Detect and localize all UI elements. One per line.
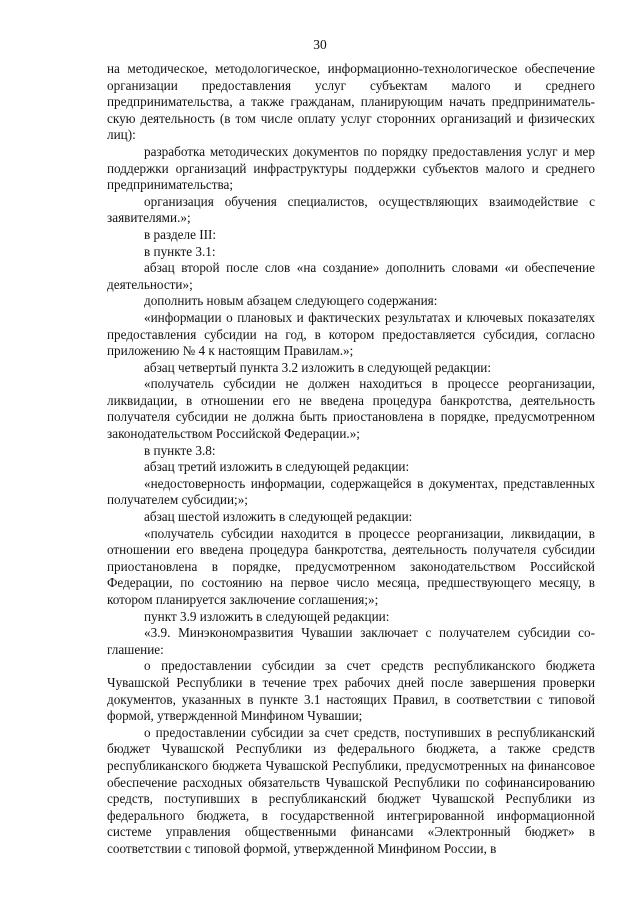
paragraph: абзац шестой изложить в следующей редакции: xyxy=(144,509,413,525)
paragraph: о предоставлении субсидии за счет средств республиканского бюджета Чувашской Республики в течение трех рабочих дней после завершения проверки документов, указанных в пункте 3.1 настоящих Правил, в соответствии с типовой формой, утвержденной Минфином Чувашии; xyxy=(107,658,595,724)
paragraph: абзац третий изложить в следующей редакции: xyxy=(144,459,410,475)
page-number: 30 xyxy=(313,37,327,52)
paragraph: абзац второй после слов «на создание» дополнить словами «и обеспечение деятельности»; xyxy=(107,260,595,292)
paragraph: организация обучения специалистов, осуществляющих взаимодействие с заявителями.»; xyxy=(107,193,595,226)
paragraph: «недостоверность информации, содержащейся в документах, представленных получателем субсидии;»; xyxy=(107,475,595,508)
paragraph: разработка методических документов по порядку предоставления услуг и мер поддержки организаций инфраструктуры поддержки субъектов малого и среднего предпринимательства; xyxy=(107,143,595,193)
paragraph: о предоставлении субсидии за счет средств, поступивших в республиканский бюджет Чувашской Республики из федерального бюджета, а также средств республиканского бюджета Чувашской Республики, предусмотренных на финансовое обеспечение расходных обязательств Чувашской Республики по софинансированию средств, поступивших в республиканский бюджет Чувашской Республики из федерального бюджета, в государственной интегрированной информационной системе управления общественными финансами «Электронный бюджет» в соответствии с типовой формой, утвержденной Минфином России, в xyxy=(107,724,595,856)
paragraph: на методическое, методологическое, информационно-технологическое обеспечение организации предоставления услуг субъектам малого и среднего предпринимательства, а также гражданам, планирующим начать предпринимательскую деятельность (в том числе оплату услуг сторонних организаций и физических лиц): xyxy=(107,61,595,143)
paragraph: «3.9. Минэкономразвития Чувашии заключает с получателем субсидии соглашение: xyxy=(107,625,595,657)
paragraph: «получатель субсидии находится в процессе реорганизации, ликвидации, в отношении его введена процедура банкротства, деятельность получателя субсидии приостановлена в порядке, предусмотренном законодательством Российской Федерации, по состоянию на первое число месяца, предшествующего месяцу, в котором планируется заключение соглашения;»; xyxy=(107,525,595,607)
paragraph: в пункте 3.1: xyxy=(144,243,216,259)
paragraph: в пункте 3.8: xyxy=(144,442,216,458)
paragraph: пункт 3.9 изложить в следующей редакции: xyxy=(144,608,390,624)
document-body xyxy=(107,61,595,858)
paragraph: дополнить новым абзацем следующего содержания: xyxy=(144,293,438,309)
paragraph: «информации о плановых и фактических результатах и ключевых показателях предоставления субсидии на год, в котором предоставляется субсидия, согласно приложению № 4 к настоящим Правилам.»; xyxy=(107,309,595,359)
paragraph: абзац четвертый пункта 3.2 изложить в следующей редакции: xyxy=(144,359,492,375)
paragraph: «получатель субсидии не должен находиться в процессе реорганизации, ликвидации, в отношении его не введена процедура банкротства, деятельность получателя субсидии не должна быть приостановлена в порядке, предусмотренном законодательством Российской Федерации.»; xyxy=(107,376,595,442)
paragraph: в разделе III: xyxy=(144,226,217,242)
